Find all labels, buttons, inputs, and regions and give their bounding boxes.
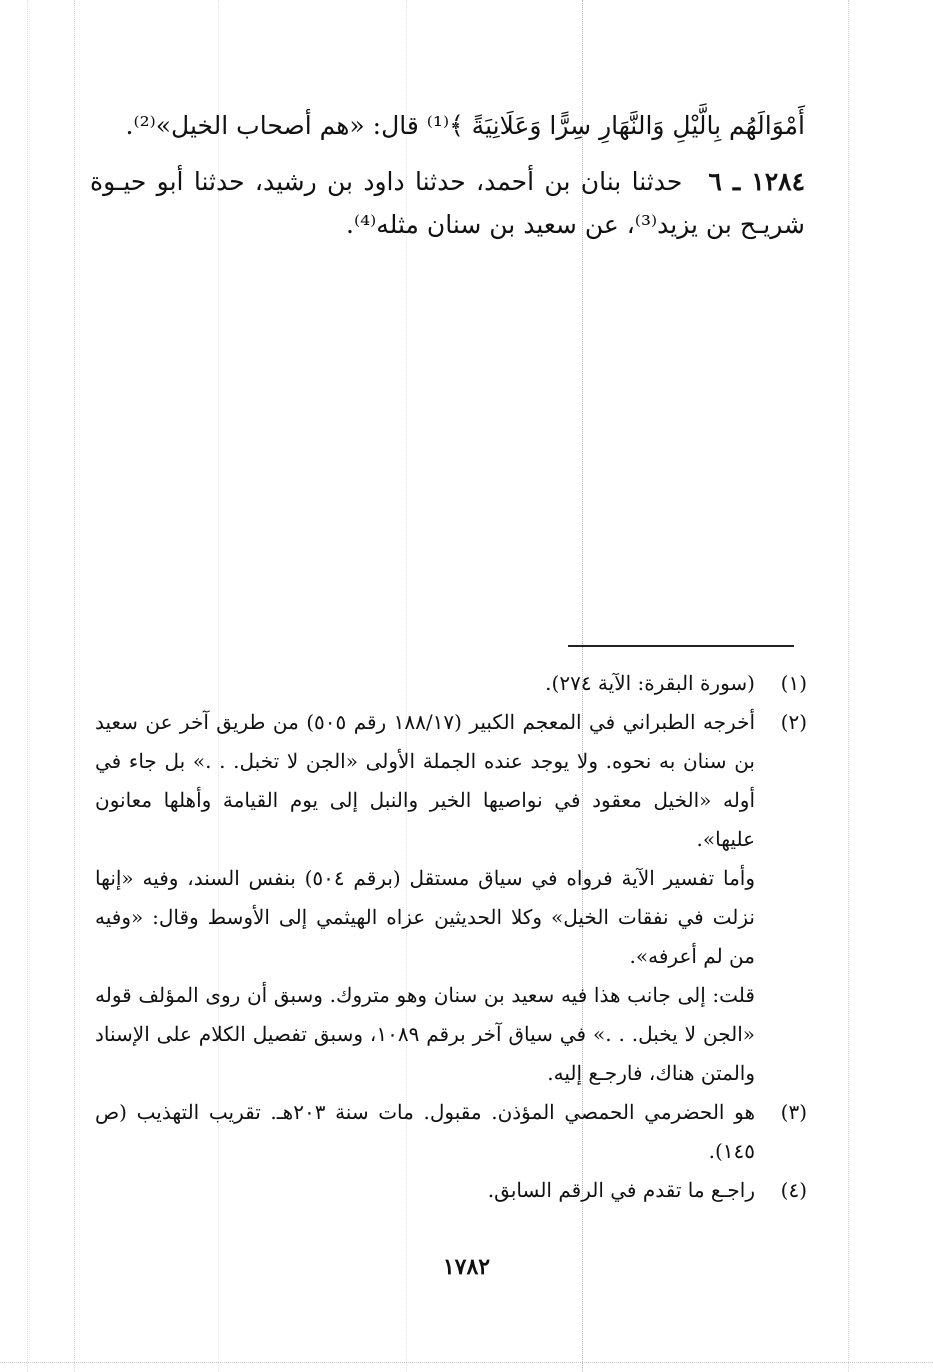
scan-artifact-line xyxy=(27,0,28,1372)
footnote-text: راجـع ما تقدم في الرقم السابق. xyxy=(487,1178,755,1202)
footnote-number: (٤) xyxy=(780,1178,807,1202)
scan-artifact-line xyxy=(848,0,849,1372)
footnote xyxy=(95,664,807,703)
footnote-number: (٢) xyxy=(780,710,807,734)
footnote-number: (١) xyxy=(780,671,807,695)
hadith-paragraph xyxy=(90,160,805,246)
footnote-text: قلت: إلى جانب هذا فيه سعيد بن سنان وهو متروك. وسبق أن روى المؤلف قوله «الجن لا يخبل. . .» في سياق آخر برقم ١٠٨٩، وسبق تفصيل الكلام على الإسناد والمتن هناك، فارجـع إليه. xyxy=(95,983,755,1085)
footnote-text: هو الحضرمي الحمصي المؤذن. مقبول. مات سنة ٢٠٣هـ. تقريب التهذيب (ص ١٤٥). xyxy=(95,1100,755,1163)
footnote-number: (٣) xyxy=(780,1100,807,1124)
footnotes xyxy=(95,664,807,1210)
footnote xyxy=(95,1171,807,1210)
footnote-text: أخرجه الطبراني في المعجم الكبير (١٨٨/١٧ رقم ٥٠٥) من طريق آخر عن سعيد بن سنان به نحوه. ولا يوجد عنده الجملة الأولى «الجن لا تخبل. . .» بل جاء في أوله «الخيل معقود في نواصيها الخير والنبل إلى يوم القيامة وأهلها معانون عليها». xyxy=(95,710,756,851)
footnote-text: (سورة البقرة: الآية ٢٧٤). xyxy=(545,671,755,695)
footnote xyxy=(95,1093,807,1171)
page-number: ١٧٨٢ xyxy=(442,1254,491,1280)
scan-artifact-line xyxy=(74,0,75,1372)
footnote xyxy=(95,703,807,1093)
footnote-text: وأما تفسير الآية فرواه في سياق مستقل (برقم ٥٠٤) بنفس السند، وفيه «إنها نزلت في نفقات الخيل» وكلا الحديثين عزاه الهيثمي إلى الأوسط وقال: «وفيه من لم أعرفه». xyxy=(95,866,756,968)
scan-artifact-line xyxy=(0,1362,933,1363)
verse-line: أَمْوَالَهُم بِالَّيْلِ وَالنَّهَارِ سِرًّا وَعَلَانِيَةً ﴾⁽¹⁾ قال: «هم أصحاب الخيل»⁽²⁾. xyxy=(125,111,805,140)
footnote-separator xyxy=(568,645,794,647)
hadith-number: ١٢٨٤ ـ ٦ xyxy=(708,167,806,196)
hadith-text: حدثنا بنان بن أحمد، حدثنا داود بن رشيد، حدثنا أبو حيـوة شريـح بن يزيد⁽³⁾، عن سعيد بن سنان مثله⁽⁴⁾. xyxy=(90,167,805,239)
